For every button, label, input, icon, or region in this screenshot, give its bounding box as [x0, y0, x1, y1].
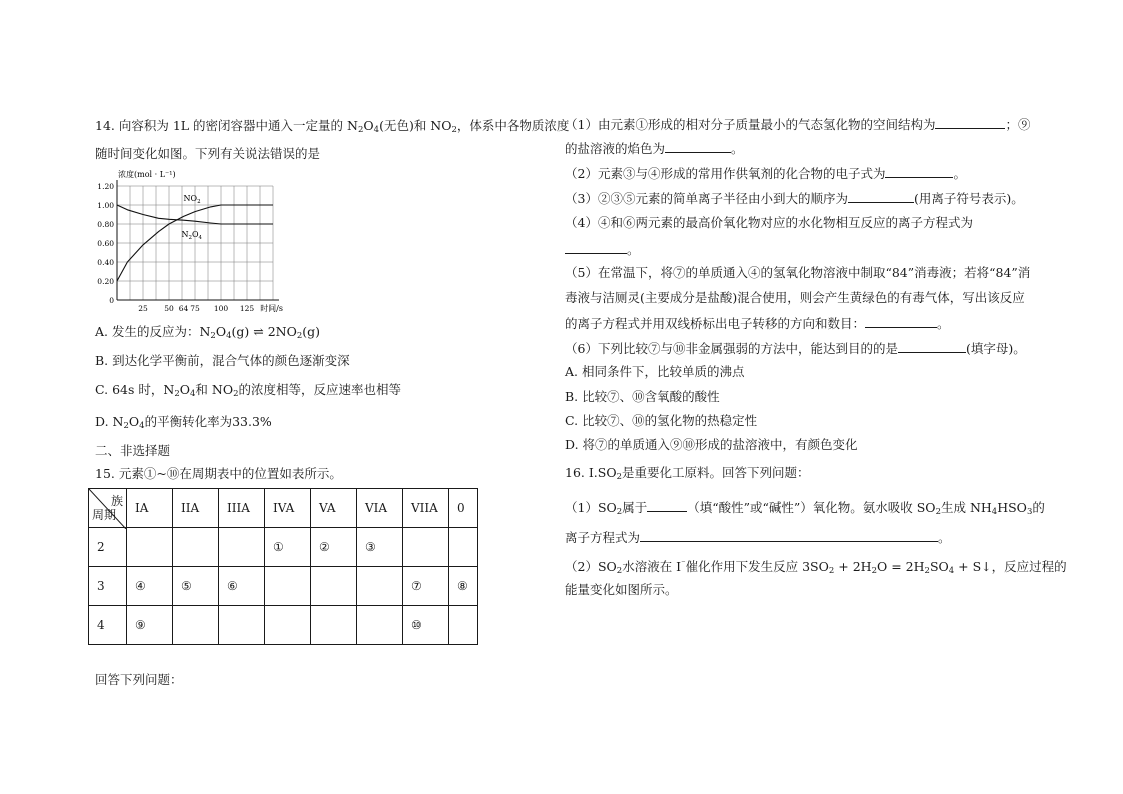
- chart-x-tick-label: 50: [164, 304, 174, 313]
- q14-option-a[interactable]: A. 发生的反应为：$N_2O_4(g)$ ⇌ $2NO_2(g)$: [95, 324, 321, 341]
- table-cell: [311, 567, 357, 606]
- q15-part6-option-c[interactable]: C. 比较⑦、⑩的氢化物的热稳定性: [565, 413, 758, 428]
- table-cell: ⑦: [403, 567, 449, 606]
- table-header-row: [89, 489, 478, 528]
- table-cell: [357, 606, 403, 645]
- group-header: VIA: [357, 489, 403, 528]
- q14-stem-line1: 14. 向容积为 1L 的密闭容器中通入一定量的 $N_2O_4$(无色)和 $NO_2$，体系中各物质浓度: [95, 118, 570, 135]
- table-cell: [357, 567, 403, 606]
- group-header: IA: [127, 489, 173, 528]
- q15-part5-line1: （5）在常温下，将⑦的单质通入④的氢氧化物溶液中制取“84”消毒液；若将“84”消: [565, 265, 1031, 280]
- answer-blank[interactable]: [640, 529, 938, 542]
- q15-part4-line1: （4）④和⑥两元素的最高价氧化物对应的水化物相互反应的离子方程式为: [565, 215, 973, 230]
- table-cell: [311, 606, 357, 645]
- table-row: [89, 567, 478, 606]
- chart-x-tick-label: 100: [213, 304, 229, 313]
- group-header: 0: [449, 489, 478, 528]
- table-cell: [219, 606, 265, 645]
- table-cell: ⑨: [127, 606, 173, 645]
- group-header: IVA: [265, 489, 311, 528]
- q15-part5-line2: 毒液与洁厕灵(主要成分是盐酸)混合使用，则会产生黄绿色的有毒气体，写出该反应: [565, 290, 1025, 305]
- table-cell: ⑩: [403, 606, 449, 645]
- q15-part1-line2: 的盐溶液的焰色为 。: [565, 141, 744, 156]
- table-cell: [449, 528, 478, 567]
- table-row: [89, 528, 478, 567]
- table-cell: ④: [127, 567, 173, 606]
- answer-blank[interactable]: [885, 165, 953, 178]
- q14-option-b[interactable]: B. 到达化学平衡前，混合气体的颜色逐渐变深: [95, 353, 350, 368]
- table-row: [89, 606, 478, 645]
- chart-y-tick-label: 1.00: [97, 201, 114, 210]
- table-cell: ⑥: [219, 567, 265, 606]
- q15-part6-option-b[interactable]: B. 比较⑦、⑩含氧酸的酸性: [565, 389, 720, 404]
- table-corner-cell: [89, 489, 127, 528]
- chart-y-tick-label: 1.20: [97, 182, 114, 191]
- table-cell: [127, 528, 173, 567]
- table-cell: ②: [311, 528, 357, 567]
- q15-part5-line3: 的离子方程式并用双线桥标出电子转移的方向和数目： 。: [565, 316, 950, 331]
- q15-part4-line2: 。: [565, 241, 640, 258]
- chart-series-label: $NO_2$: [183, 194, 201, 205]
- table-cell: ①: [265, 528, 311, 567]
- period-label: 2: [89, 528, 127, 567]
- table-cell: ③: [357, 528, 403, 567]
- q16-intro: 16. $I.SO_2$是重要化工原料。回答下列问题：: [565, 465, 810, 482]
- table-cell: [173, 528, 219, 567]
- q15-part1-line1: （1）由元素①形成的相对分子质量最小的气态氢化物的空间结构为 ；⑨: [565, 117, 1031, 132]
- q15-intro: 15. 元素①~⑩在周期表中的位置如表所示。: [95, 466, 342, 481]
- chart-series-label: $N_2O_4$: [181, 230, 203, 241]
- periodic-table: [88, 488, 478, 645]
- q15-part6-option-d[interactable]: D. 将⑦的单质通入⑨⑩形成的盐溶液中，有颜色变化: [565, 437, 858, 452]
- chart-y-tick-label: 0.60: [97, 239, 114, 248]
- answer-blank[interactable]: [935, 116, 1005, 129]
- section-heading: 二、非选择题: [95, 443, 171, 458]
- table-cell: ⑧: [449, 567, 478, 606]
- q14-stem-line2: 随时间变化如图。下列有关说法错误的是: [95, 146, 321, 161]
- period-label: 4: [89, 606, 127, 645]
- answer-blank[interactable]: [898, 340, 966, 353]
- answer-blank[interactable]: [848, 190, 914, 203]
- q14-option-d[interactable]: D. $N_2O_4$的平衡转化率为33.3%: [95, 414, 272, 431]
- table-cell: [403, 528, 449, 567]
- answer-blank[interactable]: [665, 140, 731, 153]
- chart-x-tick-label: 75: [190, 304, 200, 313]
- concentration-time-chart: [95, 168, 285, 314]
- answer-blank[interactable]: [865, 315, 937, 328]
- q15-part3: （3）②③⑤元素的简单离子半径由小到大的顺序为 (用离子符号表示)。: [565, 191, 1024, 206]
- q15-part6-option-a[interactable]: A. 相同条件下，比较单质的沸点: [565, 364, 745, 379]
- q16-part1-line1: $(1)SO_2$属于 （填“酸性”或“碱性”）氧化物。氨水吸收 $SO_2$生成 $NH_4HSO_3$的: [565, 500, 1045, 517]
- corner-period-label: 周期: [92, 508, 117, 522]
- q14-option-c[interactable]: C. 64s 时，$N_2O_4$和 $NO_2$的浓度相等，反应速率也相等: [95, 382, 402, 399]
- chart-x-tick-label: 25: [138, 304, 148, 313]
- corner-group-label: 族: [110, 494, 123, 508]
- table-cell: [173, 606, 219, 645]
- chart-y-tick-label: 0.80: [97, 220, 114, 229]
- answer-blank[interactable]: [565, 241, 627, 254]
- chart-y-tick-label: 0.40: [97, 258, 114, 267]
- table-cell: [219, 528, 265, 567]
- group-header: VIIA: [403, 489, 449, 528]
- table-cell: [449, 606, 478, 645]
- answer-blank[interactable]: [647, 499, 687, 512]
- q16-part1-line2: 离子方程式为 。: [565, 530, 951, 545]
- q15-part2: （2）元素③与④形成的常用作供氧剂的化合物的电子式为 。: [565, 166, 966, 181]
- period-label: 3: [89, 567, 127, 606]
- chart-y-tick-label: 0: [109, 296, 114, 305]
- chart-x-axis-label: 时间/s: [260, 304, 283, 313]
- q16-part2-line1: $(2)SO_2$水溶液在 I⁻催化作用下发生反应 $3SO_2 + 2H_2O = 2H_2SO_4$ + S↓，反应过程的: [565, 559, 1067, 577]
- group-header: IIIA: [219, 489, 265, 528]
- group-header: IIA: [173, 489, 219, 528]
- table-cell: [265, 567, 311, 606]
- q15-answer-prompt: 回答下列问题：: [95, 672, 183, 687]
- q15-part6: （6）下列比较⑦与⑩非金属强弱的方法中，能达到目的的是 (填字母)。: [565, 341, 1026, 356]
- chart-x-tick-label: 64: [178, 304, 189, 313]
- q16-part2-line2: 能量变化如图所示。: [565, 582, 678, 597]
- group-header: VA: [311, 489, 357, 528]
- chart-x-tick-label: 125: [239, 304, 255, 313]
- chart-y-tick-label: 0.20: [97, 277, 114, 286]
- chart-y-axis-label: 浓度(mol · L⁻¹): [118, 170, 176, 179]
- table-cell: ⑤: [173, 567, 219, 606]
- table-cell: [265, 606, 311, 645]
